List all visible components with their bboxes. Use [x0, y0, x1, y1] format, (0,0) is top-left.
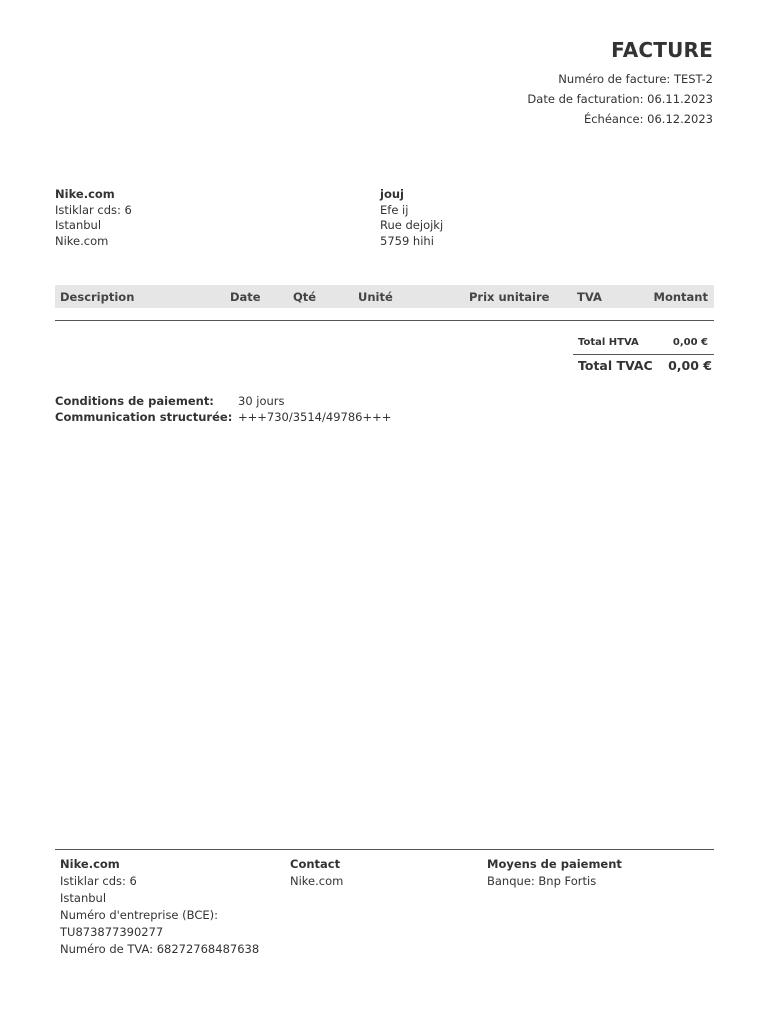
invoice-number: Numéro de facture: TEST-2 — [558, 72, 713, 86]
structured-communication-label: Communication structurée: — [55, 410, 233, 424]
seller-street: Istiklar cds: 6 — [55, 202, 132, 217]
payment-conditions-value: 30 jours — [238, 394, 285, 408]
footer-vat-number: Numéro de TVA: 68272768487638 — [60, 942, 260, 956]
column-unit-price: Prix unitaire — [469, 290, 550, 304]
column-amount: Montant — [653, 290, 708, 304]
due-date: Échéance: 06.12.2023 — [583, 112, 713, 126]
payment-conditions-label: Conditions de paiement: — [55, 394, 214, 408]
seller-name: Nike.com — [55, 187, 115, 201]
footer-bce-label: Numéro d'entreprise (BCE): — [60, 908, 218, 922]
footer-payment-heading: Moyens de paiement — [487, 857, 622, 871]
footer-bce-value: TU873877390277 — [60, 925, 164, 939]
footer-company-street: Istiklar cds: 6 — [60, 874, 137, 888]
column-unit: Unité — [358, 290, 393, 304]
client-name: jouj — [380, 187, 404, 201]
footer-company-name: Nike.com — [60, 857, 120, 871]
totals-divider — [573, 354, 714, 355]
footer-contact — [290, 856, 343, 890]
subtotal-label: Total HTVA — [578, 337, 639, 348]
total-label: Total TVAC — [578, 358, 653, 373]
column-date: Date — [230, 290, 261, 304]
seller-address — [55, 187, 132, 249]
total-value: 0,00 € — [668, 358, 712, 373]
footer-bank: Banque: Bnp Fortis — [487, 874, 597, 888]
column-description: Description — [60, 290, 135, 304]
footer-divider — [55, 849, 714, 850]
client-city: 5759 hihi — [380, 233, 434, 248]
footer-company-city: Istanbul — [60, 891, 107, 905]
column-quantity: Qté — [293, 290, 317, 304]
client-contact: Efe ij — [380, 202, 409, 217]
client-address — [380, 187, 443, 249]
seller-city: Istanbul — [55, 218, 102, 232]
structured-communication-value: +++730/3514/49786+++ — [238, 410, 392, 424]
subtotal-value: 0,00 € — [672, 337, 708, 348]
seller-website: Nike.com — [55, 233, 109, 248]
client-street: Rue dejojkj — [380, 218, 444, 232]
footer-company — [60, 856, 259, 958]
footer-payment-methods — [487, 856, 622, 890]
invoice-date: Date de facturation: 06.11.2023 — [527, 92, 713, 106]
column-vat: TVA — [577, 290, 602, 304]
invoice-title: FACTURE — [611, 38, 713, 62]
items-table-header — [55, 285, 714, 308]
items-table-divider — [55, 320, 714, 321]
footer-contact-value: Nike.com — [290, 874, 344, 888]
footer-contact-heading: Contact — [290, 857, 341, 871]
